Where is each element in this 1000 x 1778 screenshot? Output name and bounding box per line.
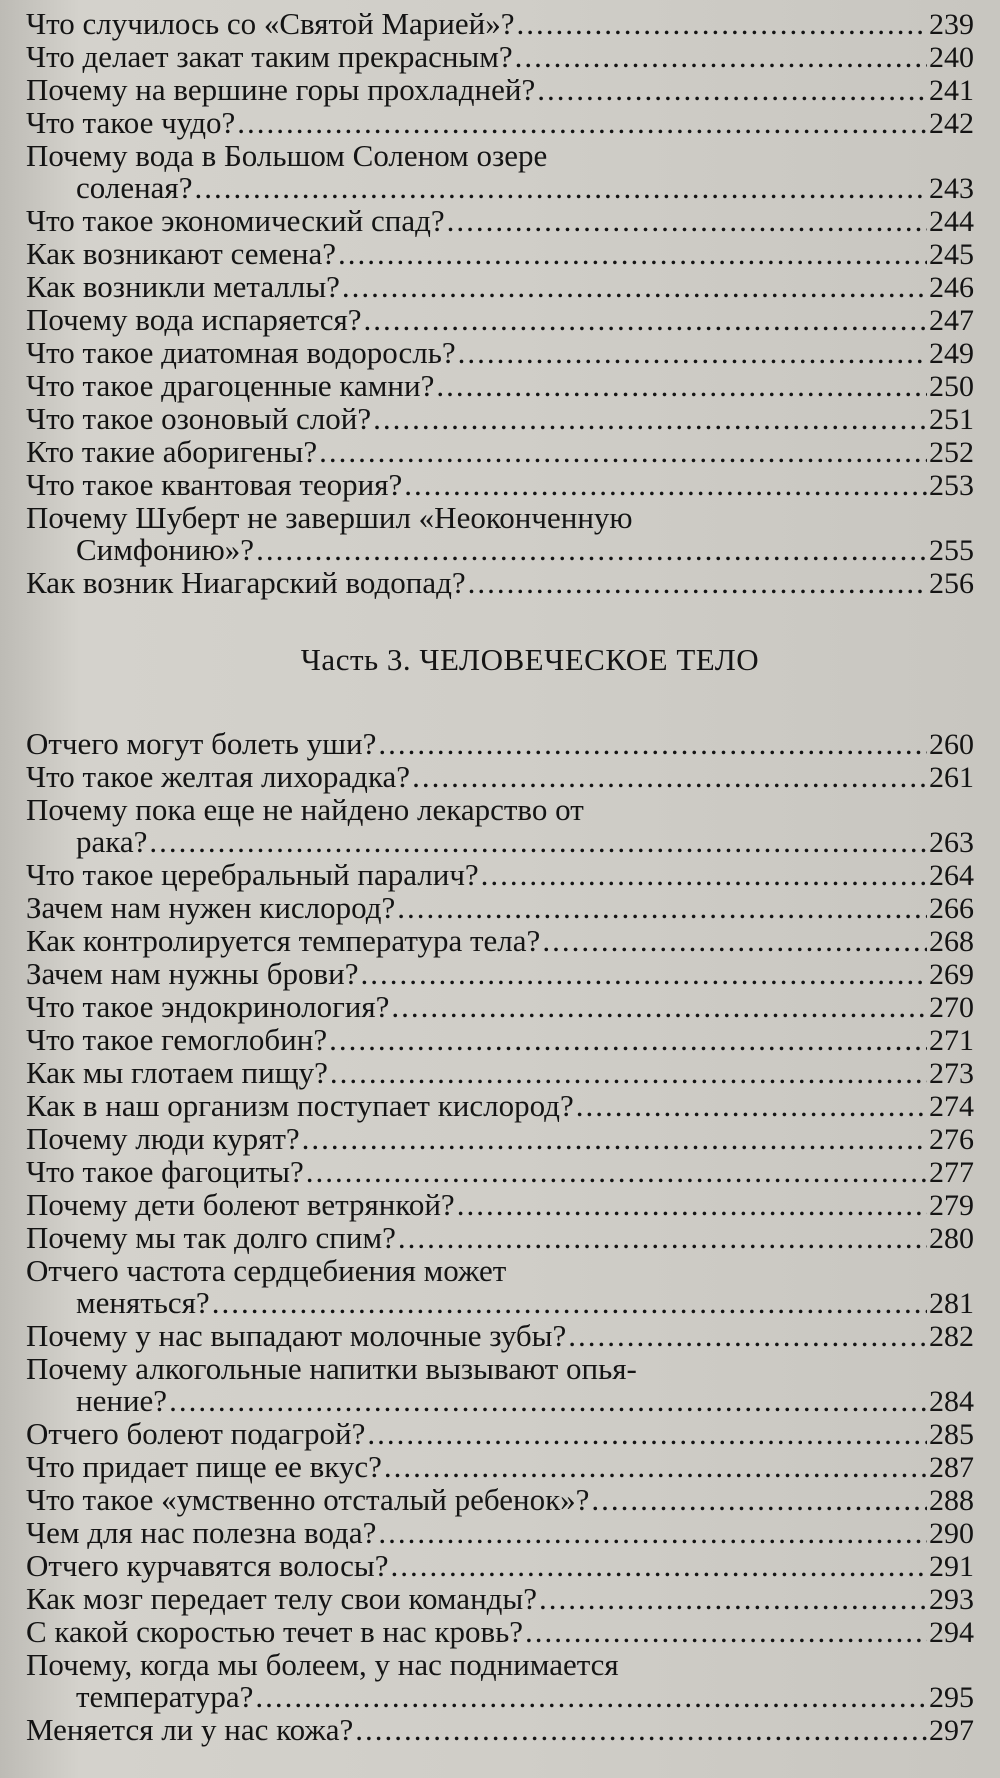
toc-page-number: 270: [929, 991, 974, 1024]
toc-entry: [26, 74, 974, 107]
toc-page-number: 297: [929, 1714, 974, 1747]
dot-leader: [404, 469, 927, 501]
dot-leader: [576, 1090, 927, 1122]
toc-page-number: 277: [929, 1156, 974, 1189]
toc-page-number: 251: [929, 403, 974, 436]
toc-entry-title: Меняется ли у нас кожа?: [26, 1712, 354, 1747]
dot-leader: [384, 1451, 927, 1483]
toc-entry: [26, 469, 974, 502]
toc-entry-title: Что случилось со «Святой Марией»?: [26, 6, 515, 41]
toc-entry: [26, 1123, 974, 1156]
toc-page-number: 242: [929, 107, 974, 140]
toc-entry-line: [26, 1517, 974, 1550]
toc-entry-title: Зачем нам нужен кислород?: [26, 890, 396, 925]
toc-entry-line: [26, 1451, 974, 1484]
toc-entry-title: Как мозг передает телу свои команды?: [26, 1581, 538, 1616]
toc-page-number: 281: [929, 1287, 974, 1320]
toc-entry-title: температура?: [76, 1679, 254, 1714]
dot-leader: [364, 304, 927, 336]
toc-entry-line: [26, 74, 974, 107]
dot-leader: [436, 370, 927, 402]
toc-entry-line: [26, 172, 974, 205]
toc-entry-title: нение?: [76, 1383, 168, 1418]
dot-leader: [515, 41, 927, 73]
toc-page-number: 239: [929, 8, 974, 41]
dot-leader: [306, 1156, 927, 1188]
toc-entry-title: Чем для нас полезна вода?: [26, 1515, 377, 1550]
toc-entry-line: [26, 1189, 974, 1222]
toc-entry: [26, 1649, 974, 1714]
dot-leader: [412, 761, 927, 793]
toc-entry-title: Почему пока еще не найдено лекарство от: [26, 792, 584, 827]
toc-entry-title: Как возникли металлы?: [26, 269, 340, 304]
toc-entry-line: [26, 41, 974, 74]
dot-leader: [378, 1517, 927, 1549]
toc-entry-title: Отчего частота сердцебиения может: [26, 1253, 507, 1288]
section-heading-text: Часть 3. ЧЕЛОВЕЧЕСКОЕ ТЕЛО: [300, 642, 760, 677]
toc-page-number: 266: [929, 892, 974, 925]
toc-entry-line: [26, 469, 974, 502]
toc-entry-title: Как контролируется температура тела?: [26, 923, 541, 958]
toc-entry: [26, 1550, 974, 1583]
toc-page-number: 279: [929, 1189, 974, 1222]
dot-leader: [397, 892, 927, 924]
toc-entry-title: Как возник Ниагарский водопад?: [26, 565, 466, 600]
toc-entry: [26, 761, 974, 794]
toc-entry: [26, 41, 974, 74]
toc-entry-line: [26, 1156, 974, 1189]
toc-page-number: 293: [929, 1583, 974, 1616]
dot-leader: [390, 1550, 927, 1582]
toc-page-number: 243: [929, 172, 974, 205]
dot-leader: [355, 1714, 927, 1746]
toc-entry: [26, 140, 974, 205]
toc-entry-line: [26, 958, 974, 991]
toc-page-number: 271: [929, 1024, 974, 1057]
dot-leader: [237, 107, 927, 139]
dot-leader: [361, 958, 927, 990]
dot-leader: [367, 1418, 927, 1450]
dot-leader: [468, 567, 927, 599]
toc-page-number: 264: [929, 859, 974, 892]
toc-page-number: 260: [929, 728, 974, 761]
toc-page-number: 244: [929, 205, 974, 238]
dot-leader: [256, 534, 927, 566]
dot-leader: [330, 1057, 927, 1089]
toc-entry-title: Как мы глотаем пищу?: [26, 1055, 328, 1090]
toc-entry-title: Почему дети болеют ветрянкой?: [26, 1187, 455, 1222]
toc-entry: [26, 567, 974, 600]
dot-leader: [302, 1123, 927, 1155]
toc-entry-title: соленая?: [76, 170, 193, 205]
toc-entry-title: Почему вода испаряется?: [26, 302, 362, 337]
dot-leader: [212, 1287, 927, 1319]
toc-entry-title: Что придает пище ее вкус?: [26, 1449, 382, 1484]
section-heading: [26, 642, 974, 678]
toc-entry-title: Что такое диатомная водоросль?: [26, 335, 456, 370]
toc-entry-line: [26, 1714, 974, 1747]
toc-page-number: 249: [929, 337, 974, 370]
toc-entry-title: Почему у нас выпадают молочные зубы?: [26, 1318, 567, 1353]
toc-entry-line: [26, 567, 974, 600]
toc-entry: [26, 1714, 974, 1747]
toc-entry: [26, 1583, 974, 1616]
toc-entry: [26, 794, 974, 859]
toc-entry-title: Кто такие аборигены?: [26, 434, 318, 469]
dot-leader: [342, 271, 927, 303]
toc-page-number: 245: [929, 238, 974, 271]
toc-entry-title: Что такое эндокринология?: [26, 989, 390, 1024]
toc-entry-title: меняться?: [76, 1285, 210, 1320]
toc-entry-line: [26, 403, 974, 436]
dot-leader: [194, 172, 927, 204]
toc-entry-line: [26, 728, 974, 761]
toc-entry-title: Как возникают семена?: [26, 236, 336, 271]
toc-entry: [26, 8, 974, 41]
toc-entry-title: Почему вода в Большом Соленом озере: [26, 138, 548, 173]
toc-entry-line: [26, 1024, 974, 1057]
toc-page-number: 240: [929, 41, 974, 74]
toc-entry-line: [26, 1418, 974, 1451]
toc-entry: [26, 1484, 974, 1517]
toc-entry-line: [26, 8, 974, 41]
toc-entry: [26, 958, 974, 991]
toc-entry: [26, 1418, 974, 1451]
toc-entry: [26, 925, 974, 958]
toc-entry-title: Что такое экономический спад?: [26, 203, 445, 238]
dot-leader: [457, 1189, 927, 1221]
toc-entry: [26, 304, 974, 337]
toc-entry-line: [26, 1123, 974, 1156]
toc-entry-title: Что делает закат таким прекрасным?: [26, 39, 513, 74]
toc-entry-line: [26, 107, 974, 140]
toc-entry-title: Как в наш организм поступает кислород?: [26, 1088, 574, 1123]
toc-page-number: 291: [929, 1550, 974, 1583]
toc-entry: [26, 1189, 974, 1222]
dot-leader: [458, 337, 927, 369]
dot-leader: [481, 859, 927, 891]
toc-page-number: 287: [929, 1451, 974, 1484]
dot-leader: [447, 205, 927, 237]
toc-entry: [26, 1222, 974, 1255]
toc-page-number: 284: [929, 1385, 974, 1418]
toc-entry: [26, 1024, 974, 1057]
toc-entry-title: Почему на вершине горы прохладней?: [26, 72, 536, 107]
toc-entry-title: С какой скоростью течет в нас кровь?: [26, 1614, 523, 1649]
toc-entry-title: Отчего курчавятся волосы?: [26, 1548, 389, 1583]
toc-page-number: 256: [929, 567, 974, 600]
dot-leader: [149, 826, 927, 858]
toc-page-number: 285: [929, 1418, 974, 1451]
toc-page-number: 294: [929, 1616, 974, 1649]
toc-page-number: 241: [929, 74, 974, 107]
toc-entry: [26, 1320, 974, 1353]
toc-entry-line: [26, 892, 974, 925]
table-of-contents-part-3: [26, 728, 974, 1747]
dot-leader: [398, 1222, 927, 1254]
toc-page-number: 290: [929, 1517, 974, 1550]
toc-entry-title: Почему мы так долго спим?: [26, 1220, 396, 1255]
dot-leader: [319, 436, 927, 468]
toc-page-number: 295: [929, 1681, 974, 1714]
toc-entry-title: Что такое чудо?: [26, 105, 236, 140]
toc-entry-line: [26, 370, 974, 403]
toc-page-number: 250: [929, 370, 974, 403]
toc-entry-line: [26, 1287, 974, 1320]
toc-entry: [26, 859, 974, 892]
toc-page-number: 280: [929, 1222, 974, 1255]
toc-entry-title: Почему люди курят?: [26, 1121, 300, 1156]
toc-entry-title: Что такое «умственно отсталый ребенок»?: [26, 1482, 590, 1517]
toc-entry: [26, 892, 974, 925]
toc-page-number: 261: [929, 761, 974, 794]
dot-leader: [378, 728, 927, 760]
toc-entry: [26, 205, 974, 238]
toc-entry-title: Что такое драгоценные камни?: [26, 368, 435, 403]
toc-page-number: 268: [929, 925, 974, 958]
toc-entry-line: [26, 304, 974, 337]
toc-entry: [26, 1156, 974, 1189]
toc-entry: [26, 1616, 974, 1649]
toc-entry-line: [26, 337, 974, 370]
toc-entry-title: Что такое желтая лихорадка?: [26, 759, 411, 794]
toc-entry-title: Симфонию»?: [76, 532, 255, 567]
toc-entry-line: [26, 1616, 974, 1649]
dot-leader: [591, 1484, 927, 1516]
dot-leader: [539, 1583, 927, 1615]
toc-entry-title: Почему Шуберт не завершил «Неоконченную: [26, 500, 633, 535]
toc-entry-line: [26, 1320, 974, 1353]
toc-entry-title: Отчего могут болеть уши?: [26, 726, 377, 761]
toc-entry-line: [26, 859, 974, 892]
toc-entry-line: [26, 1222, 974, 1255]
toc-entry: [26, 238, 974, 271]
toc-page-number: 246: [929, 271, 974, 304]
dot-leader: [391, 991, 927, 1023]
toc-page-number: 253: [929, 469, 974, 502]
toc-entry: [26, 436, 974, 469]
toc-page-number: 269: [929, 958, 974, 991]
dot-leader: [329, 1024, 927, 1056]
toc-entry: [26, 1090, 974, 1123]
toc-entry-line: [26, 1550, 974, 1583]
toc-entry: [26, 991, 974, 1024]
toc-entry-line: [26, 1057, 974, 1090]
toc-entry-line: [26, 1090, 974, 1123]
toc-entry: [26, 1353, 974, 1418]
toc-entry-line: [26, 925, 974, 958]
dot-leader: [542, 925, 927, 957]
toc-entry: [26, 271, 974, 304]
table-of-contents-part-2: [26, 8, 974, 600]
toc-entry-line: [26, 826, 974, 859]
toc-entry-title: рака?: [76, 824, 148, 859]
toc-entry-title: Что такое квантовая теория?: [26, 467, 403, 502]
toc-entry-title: Что такое фагоциты?: [26, 1154, 304, 1189]
toc-entry: [26, 1057, 974, 1090]
toc-page-number: 276: [929, 1123, 974, 1156]
toc-entry-title: Почему алкогольные напитки вызывают опья-: [26, 1351, 637, 1386]
toc-page-number: 252: [929, 436, 974, 469]
dot-leader: [568, 1320, 927, 1352]
dot-leader: [537, 74, 927, 106]
toc-entry-title: Почему, когда мы болеем, у нас поднимается: [26, 1647, 619, 1682]
toc-entry: [26, 728, 974, 761]
toc-entry: [26, 403, 974, 436]
toc-entry-title: Что такое озоновый слой?: [26, 401, 372, 436]
toc-page-number: 282: [929, 1320, 974, 1353]
toc-entry-title: Что такое гемоглобин?: [26, 1022, 328, 1057]
toc-entry-line: [26, 991, 974, 1024]
toc-entry: [26, 370, 974, 403]
dot-leader: [517, 8, 927, 40]
toc-page-number: 263: [929, 826, 974, 859]
toc-entry: [26, 502, 974, 567]
toc-entry-line: [26, 238, 974, 271]
toc-page-number: 288: [929, 1484, 974, 1517]
dot-leader: [255, 1681, 927, 1713]
toc-page-number: 247: [929, 304, 974, 337]
toc-entry: [26, 1517, 974, 1550]
toc-entry-line: [26, 271, 974, 304]
toc-page-number: 274: [929, 1090, 974, 1123]
dot-leader: [169, 1385, 927, 1417]
dot-leader: [525, 1616, 927, 1648]
toc-entry: [26, 1451, 974, 1484]
dot-leader: [338, 238, 927, 270]
toc-entry: [26, 337, 974, 370]
toc-entry-line: [26, 1681, 974, 1714]
toc-entry-title: Отчего болеют подагрой?: [26, 1416, 366, 1451]
toc-entry-title: Что такое церебральный паралич?: [26, 857, 479, 892]
toc-entry-line: [26, 1583, 974, 1616]
toc-page-number: 255: [929, 534, 974, 567]
toc-entry-line: [26, 1385, 974, 1418]
toc-entry-line: [26, 534, 974, 567]
toc-entry-line: [26, 1484, 974, 1517]
toc-entry: [26, 1255, 974, 1320]
toc-entry-line: [26, 436, 974, 469]
toc-page-number: 273: [929, 1057, 974, 1090]
toc-entry-title: Зачем нам нужны брови?: [26, 956, 359, 991]
dot-leader: [373, 403, 927, 435]
toc-entry: [26, 107, 974, 140]
toc-entry-line: [26, 761, 974, 794]
toc-entry-line: [26, 205, 974, 238]
